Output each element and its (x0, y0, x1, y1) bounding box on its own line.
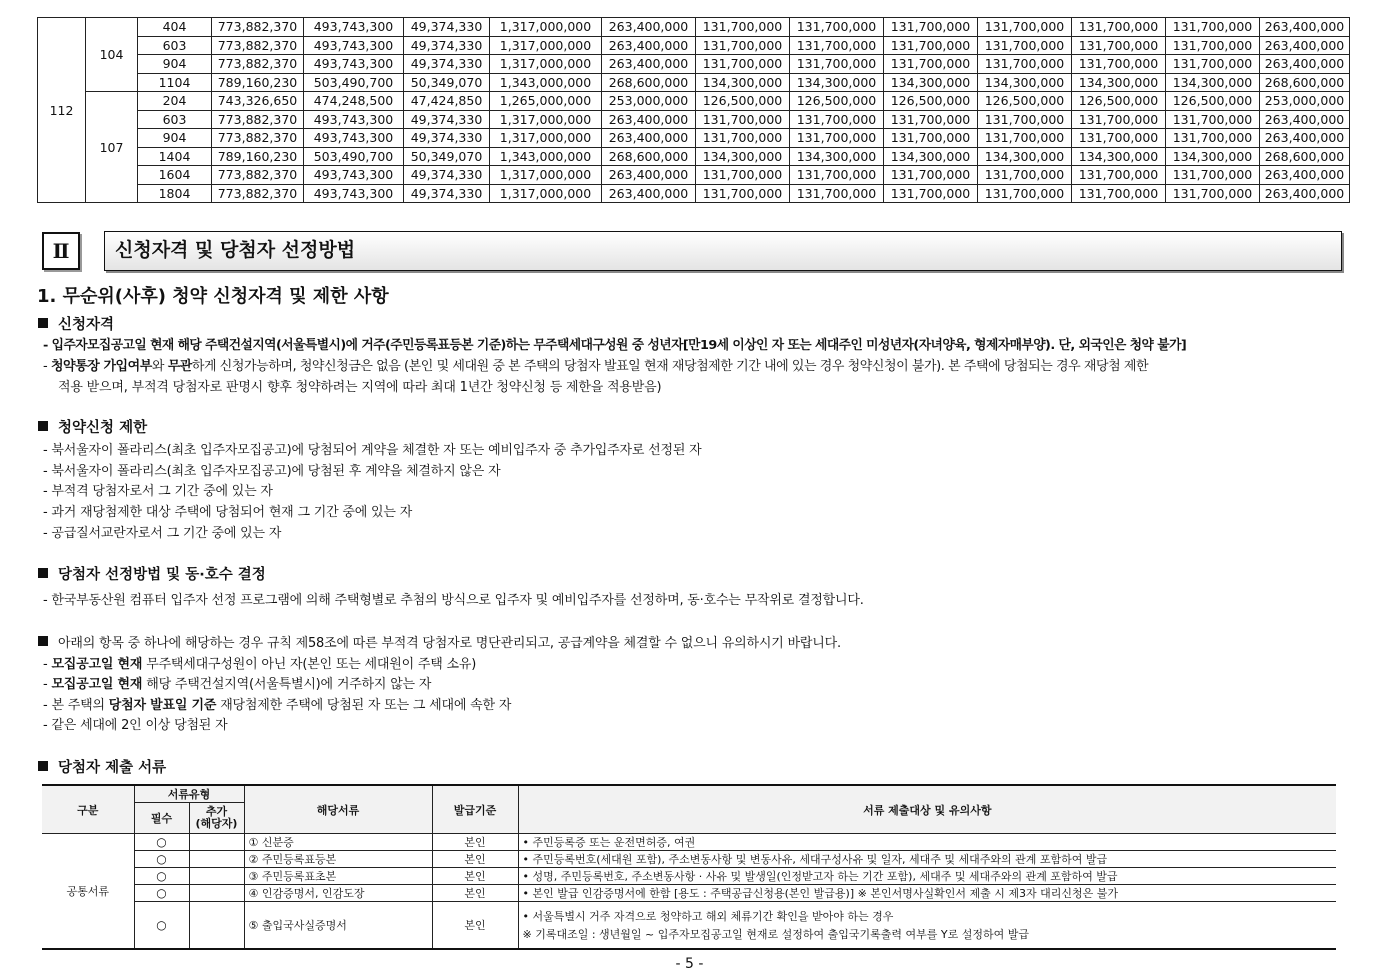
section-number: Ⅱ (42, 232, 80, 270)
price-cell: 131,700,000 (1166, 129, 1260, 148)
price-cell: 131,700,000 (884, 166, 978, 185)
price-cell: 49,374,330 (404, 55, 490, 74)
unit-cell: 1104 (138, 73, 212, 92)
document-row (42, 851, 1336, 868)
price-cell: 263,400,000 (602, 18, 696, 37)
square-bullet-icon (38, 636, 48, 646)
price-cell: 474,248,500 (304, 92, 404, 111)
price-cell: 131,700,000 (790, 110, 884, 129)
heading-qualification-restrictions: 1. 무순위(사후) 청약 신청자격 및 제한 사항 (37, 286, 389, 307)
issue-basis: 본인 (432, 851, 518, 868)
price-cell: 131,700,000 (978, 18, 1072, 37)
required-mark: ○ (134, 851, 189, 868)
price-cell: 126,500,000 (790, 92, 884, 111)
header-doc-type: 서류유형 (134, 785, 244, 803)
price-cell: 131,700,000 (884, 18, 978, 37)
price-cell: 493,743,300 (304, 36, 404, 55)
unit-cell: 904 (138, 55, 212, 74)
price-cell: 47,424,850 (404, 92, 490, 111)
selection-line: - 한국부동산원 컴퓨터 입주자 선정 프로그램에 의해 주택형별로 추첨의 방식으로 입주자 및 예비입주자를 선정하며, 동·호수는 무작위로 결정합니다. (43, 593, 864, 608)
price-cell: 493,743,300 (304, 166, 404, 185)
document-note (518, 834, 1336, 851)
price-cell: 131,700,000 (884, 110, 978, 129)
disqualify-item-4: - 같은 세대에 2인 이상 당첨된 자 (43, 718, 228, 733)
price-cell: 134,300,000 (1166, 73, 1260, 92)
price-cell: 50,349,070 (404, 73, 490, 92)
price-cell: 268,600,000 (1260, 73, 1350, 92)
price-cell: 773,882,370 (212, 55, 304, 74)
price-cell: 131,700,000 (790, 36, 884, 55)
required-mark: ○ (134, 902, 189, 949)
price-cell: 131,700,000 (696, 18, 790, 37)
unit-cell: 404 (138, 18, 212, 37)
price-cell: 1,317,000,000 (490, 110, 602, 129)
document-name: ① 신분증 (244, 834, 432, 851)
price-row (38, 55, 1350, 74)
price-cell: 131,700,000 (696, 110, 790, 129)
price-cell: 131,700,000 (1072, 184, 1166, 203)
price-cell: 131,700,000 (978, 36, 1072, 55)
document-name: ④ 인감증명서, 인감도장 (244, 885, 432, 902)
category-cell: 공통서류 (42, 834, 134, 949)
header-document: 해당서류 (244, 785, 432, 834)
issue-basis: 본인 (432, 834, 518, 851)
document-note (518, 868, 1336, 885)
header-notes: 서류 제출대상 및 유의사항 (518, 785, 1336, 834)
price-cell: 131,700,000 (790, 55, 884, 74)
price-cell: 263,400,000 (1260, 166, 1350, 185)
document-row (42, 902, 1336, 949)
price-row (38, 110, 1350, 129)
square-bullet-icon (38, 421, 48, 431)
price-cell: 131,700,000 (790, 166, 884, 185)
price-cell: 131,700,000 (696, 36, 790, 55)
price-cell: 1,317,000,000 (490, 184, 602, 203)
price-cell: 1,343,000,000 (490, 73, 602, 92)
price-cell: 1,317,000,000 (490, 166, 602, 185)
price-cell: 1,317,000,000 (490, 36, 602, 55)
price-cell: 268,600,000 (602, 73, 696, 92)
document-note (518, 902, 1336, 949)
price-cell: 131,700,000 (1166, 18, 1260, 37)
header-required: 필수 (134, 803, 189, 834)
note-line: • 주민등록증 또는 운전면허증, 여권 (522, 836, 696, 849)
additional-mark (189, 851, 244, 868)
issue-basis: 본인 (432, 902, 518, 949)
price-cell: 131,700,000 (978, 129, 1072, 148)
price-row (38, 129, 1350, 148)
price-cell: 134,300,000 (1166, 147, 1260, 166)
price-cell: 126,500,000 (884, 92, 978, 111)
price-cell: 493,743,300 (304, 18, 404, 37)
price-cell: 263,400,000 (1260, 110, 1350, 129)
square-bullet-icon (38, 568, 48, 578)
required-mark: ○ (134, 834, 189, 851)
price-cell: 773,882,370 (212, 184, 304, 203)
restriction-item: - 부적격 당첨자로서 그 기간 중에 있는 자 (43, 484, 273, 500)
unit-cell: 1804 (138, 184, 212, 203)
document-row (42, 885, 1336, 902)
qualification-line-1: - 입주자모집공고일 현재 해당 주택건설지역(서울특별시)에 거주(주민등록표등본 기준)하는 무주택세대구성원 중 성년자[만19세 이상인 자 또는 세대주인 미성년자(자녀양육, 형제자매부양). 단, 외국인은 청약 불가] (43, 338, 1187, 353)
price-cell: 1,317,000,000 (490, 18, 602, 37)
qualification-line-3: 적용 받으며, 부적격 당첨자로 판명시 향후 청약하려는 지역에 따라 최대 1년간 청약신청 등 제한을 적용받음) (58, 380, 662, 395)
price-cell: 126,500,000 (696, 92, 790, 111)
document-name: ③ 주민등록표초본 (244, 868, 432, 885)
document-note (518, 885, 1336, 902)
price-cell: 1,317,000,000 (490, 55, 602, 74)
price-cell: 493,743,300 (304, 55, 404, 74)
restriction-item: - 북서울자이 폴라리스(최초 입주자모집공고)에 당첨된 후 계약을 체결하지 않은 자 (43, 463, 501, 479)
note-line: • 본인 발급 인감증명서에 한함 [용도 : 주택공급신청용(본인 발급용)] ※ 본인서명사실확인서 제출 시 제3자 대리신청은 불가 (522, 887, 1118, 900)
price-cell: 134,300,000 (978, 147, 1072, 166)
price-row (38, 73, 1350, 92)
price-cell: 131,700,000 (1072, 129, 1166, 148)
unit-cell: 1604 (138, 166, 212, 185)
section-title: 신청자격 및 당첨자 선정방법 (104, 231, 1342, 271)
additional-mark (189, 885, 244, 902)
price-cell: 493,743,300 (304, 110, 404, 129)
price-cell: 263,400,000 (602, 55, 696, 74)
unit-cell: 1404 (138, 147, 212, 166)
price-cell: 263,400,000 (602, 166, 696, 185)
price-cell: 131,700,000 (978, 110, 1072, 129)
unit-cell: 204 (138, 92, 212, 111)
price-row (38, 166, 1350, 185)
additional-mark (189, 868, 244, 885)
disqualify-item-1: - 모집공고일 현재 무주택세대구성원이 아닌 자(본인 또는 세대원이 주택 소유) (43, 657, 477, 672)
price-cell: 263,400,000 (1260, 18, 1350, 37)
price-cell: 126,500,000 (1072, 92, 1166, 111)
price-cell: 263,400,000 (1260, 55, 1350, 74)
required-mark: ○ (134, 885, 189, 902)
price-cell: 134,300,000 (1072, 73, 1166, 92)
document-row (42, 834, 1336, 851)
price-row (38, 36, 1350, 55)
price-cell: 134,300,000 (790, 73, 884, 92)
price-cell: 503,490,700 (304, 73, 404, 92)
price-cell: 134,300,000 (1072, 147, 1166, 166)
block-label: 112 (38, 18, 86, 203)
unit-cell: 603 (138, 110, 212, 129)
price-cell: 131,700,000 (978, 166, 1072, 185)
price-cell: 131,700,000 (1072, 36, 1166, 55)
price-cell: 268,600,000 (1260, 147, 1350, 166)
building-label: 104 (86, 18, 138, 92)
price-cell: 134,300,000 (884, 73, 978, 92)
price-cell: 49,374,330 (404, 36, 490, 55)
price-cell: 773,882,370 (212, 36, 304, 55)
price-cell: 493,743,300 (304, 184, 404, 203)
price-cell: 131,700,000 (1072, 55, 1166, 74)
price-cell: 131,700,000 (696, 166, 790, 185)
price-cell: 49,374,330 (404, 166, 490, 185)
price-cell: 49,374,330 (404, 184, 490, 203)
note-line: • 서울특별시 거주 자격으로 청약하고 해외 체류기간 확인을 받아야 하는 경우 (522, 909, 894, 923)
price-row (38, 184, 1350, 203)
price-cell: 131,700,000 (1166, 166, 1260, 185)
price-cell: 131,700,000 (790, 129, 884, 148)
price-cell: 773,882,370 (212, 129, 304, 148)
unit-cell: 904 (138, 129, 212, 148)
price-cell: 126,500,000 (978, 92, 1072, 111)
price-cell: 131,700,000 (1072, 18, 1166, 37)
header-issue-basis: 발급기준 (432, 785, 518, 834)
price-cell: 131,700,000 (884, 184, 978, 203)
price-cell: 253,000,000 (602, 92, 696, 111)
price-cell: 263,400,000 (1260, 129, 1350, 148)
restriction-item: - 북서울자이 폴라리스(최초 입주자모집공고)에 당첨되어 계약을 체결한 자 또는 예비입주자 중 추가입주자로 선정된 자 (43, 443, 702, 458)
price-cell: 493,743,300 (304, 129, 404, 148)
price-cell: 134,300,000 (884, 147, 978, 166)
price-cell: 131,700,000 (1166, 55, 1260, 74)
price-cell: 263,400,000 (602, 129, 696, 148)
price-cell: 263,400,000 (602, 110, 696, 129)
building-label: 107 (86, 92, 138, 203)
selection-heading: 당첨자 선정방법 및 동·호수 결정 (38, 563, 266, 584)
square-bullet-icon (38, 318, 48, 328)
price-cell: 131,700,000 (884, 55, 978, 74)
price-cell: 134,300,000 (696, 73, 790, 92)
restriction-item: - 공급질서교란자로서 그 기간 중에 있는 자 (43, 525, 282, 541)
price-cell: 789,160,230 (212, 147, 304, 166)
unit-cell: 603 (138, 36, 212, 55)
documents-heading: 당첨자 제출 서류 (38, 756, 166, 777)
document-name: ⑤ 출입국사실증명서 (244, 902, 432, 949)
price-row (38, 92, 1350, 111)
disqualify-item-2: - 모집공고일 현재 해당 주택건설지역(서울특별시)에 거주하지 않는 자 (43, 677, 432, 692)
price-cell: 789,160,230 (212, 73, 304, 92)
additional-mark (189, 834, 244, 851)
price-cell: 134,300,000 (978, 73, 1072, 92)
qualification-heading: 신청자격 (38, 313, 114, 334)
document-row (42, 868, 1336, 885)
price-row (38, 18, 1350, 37)
price-cell: 1,265,000,000 (490, 92, 602, 111)
price-cell: 773,882,370 (212, 166, 304, 185)
price-cell: 131,700,000 (1072, 166, 1166, 185)
price-cell: 131,700,000 (884, 129, 978, 148)
price-cell: 49,374,330 (404, 110, 490, 129)
price-cell: 773,882,370 (212, 110, 304, 129)
header-additional: 추가 (해당자) (189, 803, 244, 834)
restriction-item: - 과거 재당첨제한 대상 주택에 당첨되어 현재 그 기간 중에 있는 자 (43, 505, 413, 521)
price-cell: 134,300,000 (790, 147, 884, 166)
price-cell: 50,349,070 (404, 147, 490, 166)
price-cell: 131,700,000 (790, 184, 884, 203)
disqualify-note: 아래의 항목 중 하나에 해당하는 경우 규칙 제58조에 따른 부적격 당첨자로 명단관리되고, 공급계약을 체결할 수 없으니 유의하시기 바랍니다. (38, 632, 841, 651)
price-cell: 131,700,000 (1166, 184, 1260, 203)
price-cell: 49,374,330 (404, 18, 490, 37)
page-number: - 5 - (675, 956, 704, 972)
issue-basis: 본인 (432, 885, 518, 902)
disqualify-item-3: - 본 주택의 당첨자 발표일 기준 재당첨제한 주택에 당첨된 자 또는 그 세대에 속한 자 (43, 698, 512, 713)
price-cell: 773,882,370 (212, 18, 304, 37)
price-cell: 253,000,000 (1260, 92, 1350, 111)
additional-mark (189, 902, 244, 949)
issue-basis: 본인 (432, 868, 518, 885)
note-line: • 성명, 주민등록번호, 주소변동사항 · 사유 및 발생일(인정받고자 하는 기간 포함), 세대주 및 세대주와의 관계 포함하여 발급 (522, 870, 1118, 883)
price-cell: 131,700,000 (696, 55, 790, 74)
price-cell: 131,700,000 (1166, 36, 1260, 55)
required-mark: ○ (134, 868, 189, 885)
price-cell: 503,490,700 (304, 147, 404, 166)
price-cell: 263,400,000 (1260, 184, 1350, 203)
price-cell: 131,700,000 (978, 55, 1072, 74)
price-cell: 1,317,000,000 (490, 129, 602, 148)
price-table (37, 17, 1350, 203)
price-row (38, 147, 1350, 166)
price-cell: 131,700,000 (790, 18, 884, 37)
price-cell: 131,700,000 (696, 184, 790, 203)
document-note (518, 851, 1336, 868)
price-cell: 126,500,000 (1166, 92, 1260, 111)
price-cell: 268,600,000 (602, 147, 696, 166)
price-cell: 131,700,000 (1072, 110, 1166, 129)
qualification-line-2: - 청약통장 가입여부와 무관하게 신청가능하며, 청약신청금은 없음 (본인 및 세대원 중 본 주택의 당첨자 발표일 현재 재당첨제한 기간 내에 있는 경우 청약신청이 불가). 본 주택에 당첨되는 경우 재당첨 제한 (43, 359, 1149, 374)
price-cell: 743,326,650 (212, 92, 304, 111)
price-cell: 131,700,000 (1166, 110, 1260, 129)
price-cell: 134,300,000 (696, 147, 790, 166)
price-cell: 131,700,000 (978, 184, 1072, 203)
restriction-heading: 청약신청 제한 (38, 416, 147, 437)
note-line: • 주민등록번호(세대원 포함), 주소변동사항 및 변동사유, 세대구성사유 및 일자, 세대주 및 세대주와의 관계 포함하여 발급 (522, 853, 1108, 866)
documents-table (42, 784, 1336, 950)
price-cell: 49,374,330 (404, 129, 490, 148)
document-name: ② 주민등록표등본 (244, 851, 432, 868)
price-cell: 131,700,000 (884, 36, 978, 55)
note-line-2: ※ 기록대조일 : 생년월일 ~ 입주자모집공고일 현재로 설정하여 출입국기록출력 여부를 Y로 설정하여 발급 (522, 927, 1029, 941)
price-cell: 263,400,000 (602, 36, 696, 55)
price-cell: 1,343,000,000 (490, 147, 602, 166)
header-category: 구분 (42, 785, 134, 834)
square-bullet-icon (38, 761, 48, 771)
price-cell: 263,400,000 (602, 184, 696, 203)
price-cell: 131,700,000 (696, 129, 790, 148)
price-cell: 263,400,000 (1260, 36, 1350, 55)
